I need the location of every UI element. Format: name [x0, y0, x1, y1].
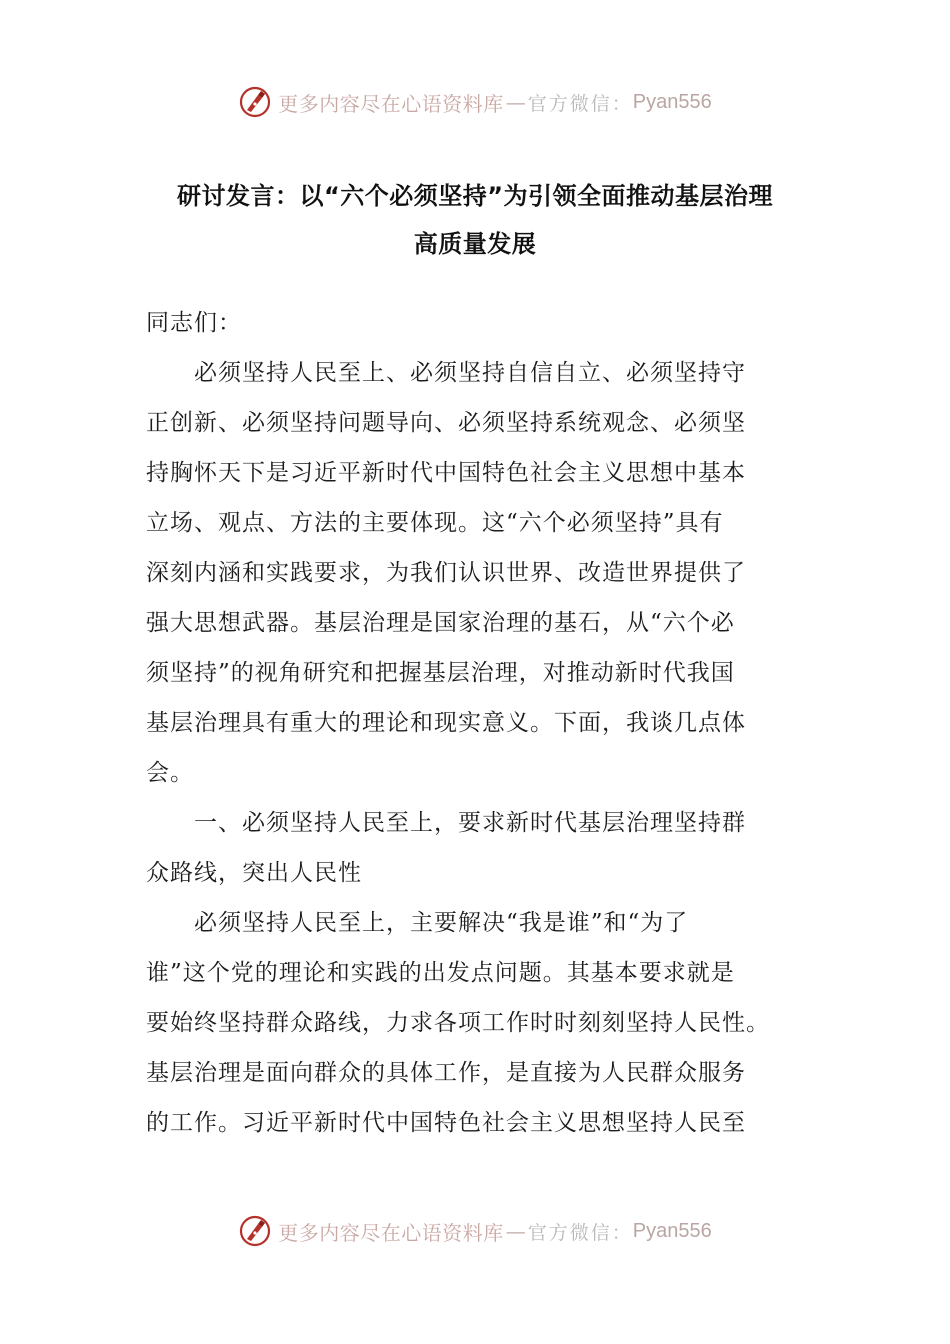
header-watermark-banner: [0, 82, 950, 122]
banner-separator: —: [505, 90, 526, 114]
section-heading-line: 一、必须坚持人民至上，要求新时代基层治理坚持群: [194, 810, 746, 836]
footer-watermark-banner: [0, 1211, 950, 1251]
body-line: 要始终坚持群众路线，力求各项工作时时刻刻坚持人民性。: [146, 1010, 770, 1036]
body-line: 深刻内涵和实践要求，为我们认识世界、改造世界提供了: [146, 560, 746, 586]
document-body: [146, 298, 806, 1148]
body-line: 基层治理是面向群众的具体工作，是直接为人民群众服务: [146, 1060, 746, 1086]
section-heading-line: 众路线，突出人民性: [146, 860, 362, 886]
pen-nib-logo-icon: [238, 85, 272, 119]
banner-slogan: 更多内容尽在心语资料库: [278, 91, 504, 116]
salutation: 同志们：: [146, 310, 242, 336]
banner-wechat-id: Pyan556: [632, 90, 712, 113]
pen-nib-logo-icon: [238, 1214, 272, 1248]
banner-wechat-label: 官方微信：: [527, 92, 633, 115]
banner-wechat-label: 官方微信：: [527, 1221, 633, 1244]
body-line: 立场、观点、方法的主要体现。这“六个必须坚持”具有: [146, 510, 724, 536]
body-line: 基层治理具有重大的理论和现实意义。下面，我谈几点体: [146, 710, 746, 736]
body-line: 强大思想武器。基层治理是国家治理的基石，从“六个必: [146, 610, 735, 636]
document-title: [100, 172, 850, 268]
body-line: 的工作。习近平新时代中国特色社会主义思想坚持人民至: [146, 1110, 746, 1136]
banner-wechat-id: Pyan556: [632, 1219, 712, 1242]
title-line-1: 研讨发言：以“六个必须坚持”为引领全面推动基层治理: [176, 182, 774, 210]
body-line: 会。: [146, 760, 194, 786]
banner-separator: —: [505, 1219, 526, 1243]
body-line: 正创新、必须坚持问题导向、必须坚持系统观念、必须坚: [146, 410, 746, 436]
body-line: 须坚持”的视角研究和把握基层治理，对推动新时代我国: [146, 660, 735, 686]
body-line: 必须坚持人民至上、必须坚持自信自立、必须坚持守: [194, 360, 746, 386]
banner-slogan: 更多内容尽在心语资料库: [278, 1220, 504, 1245]
body-line: 必须坚持人民至上，主要解决“我是谁”和“为了: [194, 910, 689, 936]
body-line: 谁”这个党的理论和实践的出发点问题。其基本要求就是: [146, 960, 735, 986]
title-line-2: 高质量发展: [413, 230, 537, 258]
body-line: 持胸怀天下是习近平新时代中国特色社会主义思想中基本: [146, 460, 746, 486]
